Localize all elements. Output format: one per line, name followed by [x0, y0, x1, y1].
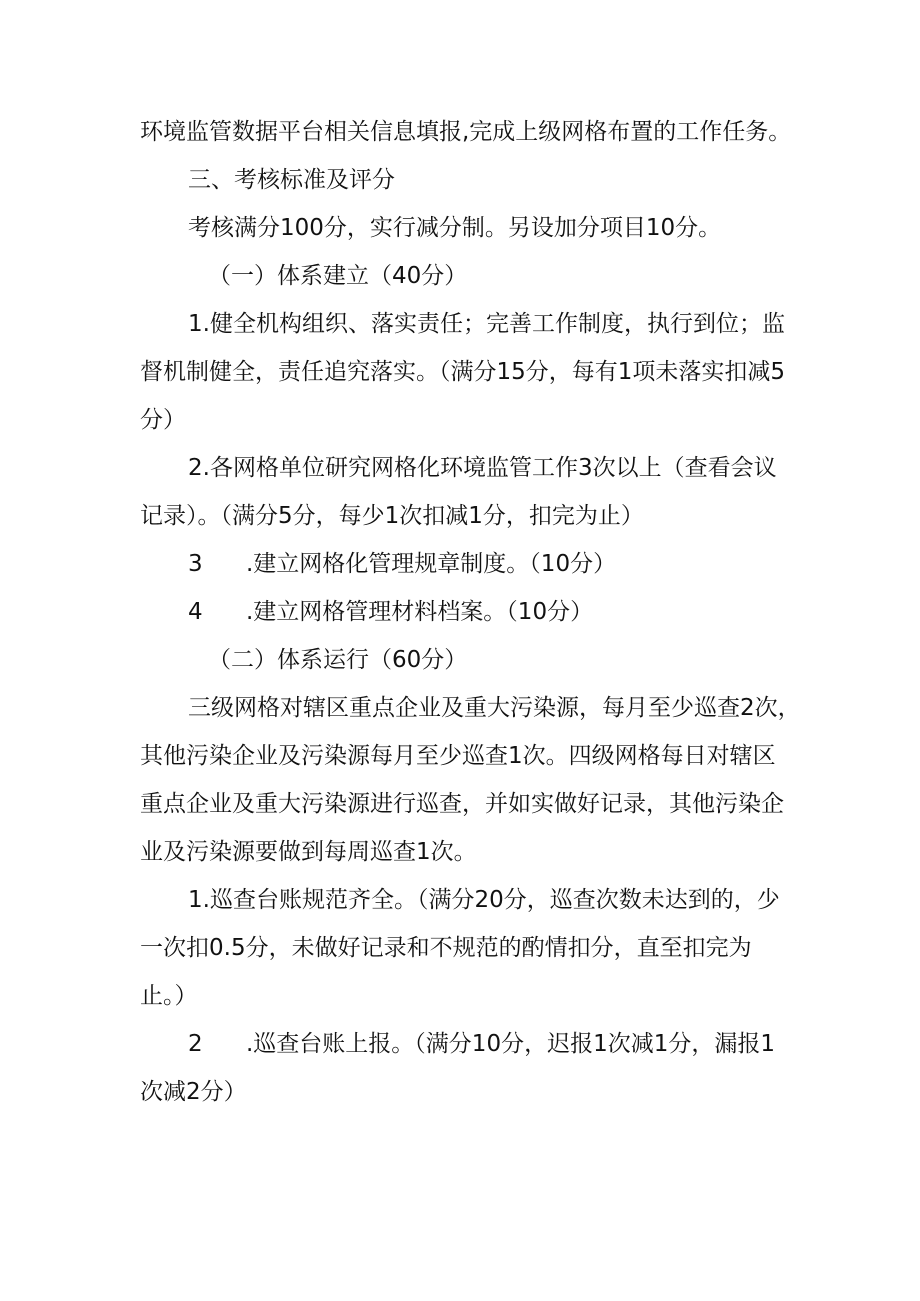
part1-item1-line1	[188, 308, 785, 340]
item-text: .各网格单位研究网格化环境监管工作3次以上（查看会议	[202, 455, 777, 481]
part2-intro-line1: 三级网格对辖区重点企业及重大污染源，每月至少巡查2次，	[188, 695, 801, 721]
item-text: .巡查台账规范齐全。（满分20分，巡查次数未达到的，少	[202, 887, 780, 913]
item-text: .巡查台账上报。（满分10分，迟报1次减1分，漏报1	[246, 1031, 775, 1057]
scoring-intro: 考核满分100分，实行减分制。另设加分项目10分。	[188, 215, 722, 241]
part2-item2-line2: 次减2分）	[140, 1079, 247, 1105]
item-text: .建立网格管理材料档案。（10分）	[246, 599, 594, 625]
item-text: .建立网格化管理规章制度。（10分）	[246, 551, 617, 577]
part1-item4	[188, 596, 593, 628]
part2-item1-line2: 一次扣0.5分，未做好记录和不规范的酌情扣分，直至扣完为	[140, 935, 752, 961]
part2-item1-line1	[188, 884, 780, 916]
part1-item3	[188, 548, 616, 580]
item-number: 1	[188, 311, 203, 337]
part1-item2-line2: 记录）。（满分5分，每少1次扣减1分，扣完为止）	[140, 503, 644, 529]
part2-heading: （二）体系运行（60分）	[208, 647, 468, 673]
item-number: 2	[188, 1031, 203, 1057]
part2-intro-line3: 重点企业及重大污染源进行巡查，并如实做好记录，其他污染企	[140, 791, 784, 817]
item-text: .健全机构组织、落实责任；完善工作制度，执行到位；监	[202, 311, 785, 337]
item-number: 2	[188, 455, 203, 481]
part2-intro-line2: 其他污染企业及污染源每月至少巡查1次。四级网格每日对辖区	[140, 743, 776, 769]
part2-intro-line4: 业及污染源要做到每周巡查1次。	[140, 839, 477, 865]
part1-heading: （一）体系建立（40分）	[208, 263, 468, 289]
intro-tail-line: 环境监管数据平台相关信息填报,完成上级网格布置的工作任务。	[140, 119, 792, 145]
section3-heading: 三、考核标准及评分	[188, 167, 395, 193]
part2-item2-line1	[188, 1028, 775, 1060]
part1-item1-line3: 分）	[140, 407, 186, 433]
part1-item2-line1	[188, 452, 777, 484]
item-number: 3	[188, 551, 203, 577]
item-number: 4	[188, 599, 203, 625]
part2-item1-line3: 止。）	[140, 983, 198, 1009]
item-number: 1	[188, 887, 203, 913]
part1-item1-line2: 督机制健全，责任追究落实。（满分15分，每有1项未落实扣减5	[140, 359, 786, 385]
